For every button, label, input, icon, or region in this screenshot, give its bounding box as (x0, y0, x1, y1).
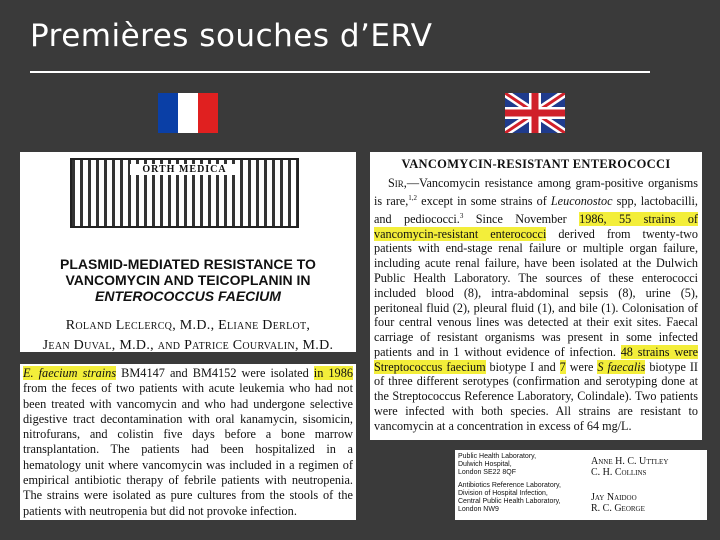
address-block-1 (458, 453, 536, 477)
signature-block-1 (591, 456, 668, 478)
uk-leuconostoc: Leuconostoc (550, 193, 613, 208)
authors-line-1: Roland Leclercq, M.D., Eliane Derlot, (65, 318, 311, 333)
address-1-line-2: Dulwich Hospital, (458, 461, 512, 468)
highlight-7: 7 (559, 359, 566, 374)
journal-masthead-image (70, 158, 299, 228)
slide-title: Premières souches d’ERV (30, 18, 433, 54)
uk-letter (370, 152, 702, 440)
highlight-year-1986: in 1986 (313, 366, 353, 380)
uk-text-8: biotype II of three different serotypes (confirmation and serotyping done at the Streptococcus Reference Laboratory, Colindale). Two patients were infected with both species. All strains are resistant to vancomycin at a concentration in excess of 64 mg/L. (374, 359, 698, 433)
french-title-line-1: PLASMID-MEDIATED RESISTANCE TO (60, 256, 316, 272)
uk-text-2: except in some strains of (417, 193, 551, 208)
france-flag-icon (158, 93, 218, 133)
address-1-line-3: London SE22 8QF (458, 469, 516, 476)
uk-letter-signatures (455, 450, 707, 520)
signature-block-2 (591, 492, 645, 514)
signature-uttley: Anne H. C. Uttley (591, 456, 669, 467)
address-1-line-1: Public Health Laboratory, (458, 453, 537, 460)
highlight-48-strains: 48 strains were Streptococcus faecium (374, 344, 699, 374)
title-underline (30, 71, 650, 73)
address-2-line-1: Antibiotics Reference Laboratory, (458, 482, 561, 489)
uk-text-5: derived from twenty-two patients with end-stage renal failure or multiple organ failure, including acute renal failure, have been isolated at the Dulwich Public Health Laboratory. The sources of these enterococci included blood (8), intra-abdominal sepsis (8), urine (5), peritoneal fluid (2), pleural fluid (1), and bile (1). Colonisation of four central venous lines was detected at their exit sites. Faecal carriage of resistant organisms was present in some infected patients and in 1 without evidence of infection. (374, 226, 698, 359)
uk-letter-body (374, 176, 698, 434)
uk-text-6: biotype I and (485, 359, 560, 374)
excerpt-text-2: from the feces of two patients with acute leukemia who had not been treated with vancomycin and who had undergone selective digestive tract decontamination with oral kanamycin, sisomicin, nitrofurans, and colistin five days before a bone marrow transplantation. The patients had been hospitalized in a hematology unit where vancomycin was included in a regimen of empirical antibiotic therapy of febrile patients with neutropenia. The strains were isolated as pure cultures from the stools of the patients with neutropenia but did not provoke infection. (23, 381, 353, 518)
french-article-excerpt (20, 364, 356, 520)
uk-text-7: were (565, 359, 598, 374)
french-article-authors (24, 316, 352, 352)
uk-text-4: Since November (463, 211, 580, 226)
french-article-title (26, 256, 350, 304)
uk-letter-title: VANCOMYCIN-RESISTANT ENTEROCOCCI (401, 157, 671, 171)
signature-george: R. C. George (591, 503, 645, 514)
journal-masthead-text: ORTH MEDICA (130, 164, 240, 175)
uk-reference-2: 3 (459, 211, 464, 220)
uk-text-1: —Vancomycin resistance among gram-positive organisms is rare, (374, 176, 698, 208)
signature-collins: C. H. Collins (591, 467, 647, 478)
highlight-55-strains: 1986, 55 strains of vancomycin-resistant enterococci (374, 211, 698, 241)
address-2-line-2: Division of Hospital Infection, (458, 490, 548, 497)
uk-reference-1: 1,2 (408, 193, 418, 202)
highlight-e-faecium: E. faecium strains (23, 366, 117, 380)
uk-text-3: spp, lactobacilli, and pediococci. (374, 193, 698, 226)
signature-naidoo: Jay Naidoo (591, 492, 637, 503)
address-2-line-4: London NW9 (458, 506, 499, 513)
united-kingdom-flag-icon (505, 93, 565, 133)
highlight-s-faecalis: S faecalis (597, 359, 646, 374)
french-title-line-2: VANCOMYCIN AND TEICOPLANIN IN (65, 272, 311, 288)
excerpt-text-1: BM4147 and BM4152 were isolated (116, 366, 314, 380)
french-excerpt-text (23, 366, 353, 519)
authors-line-2: Jean Duval, M.D., and Patrice Courvalin, M.D. (42, 338, 334, 352)
french-article-header (20, 152, 356, 352)
french-title-line-3: ENTEROCOCCUS FAECIUM (95, 288, 281, 304)
salutation: Sir, (388, 176, 407, 190)
address-block-2 (458, 482, 561, 514)
address-2-line-3: Central Public Health Laboratory, (458, 498, 561, 505)
